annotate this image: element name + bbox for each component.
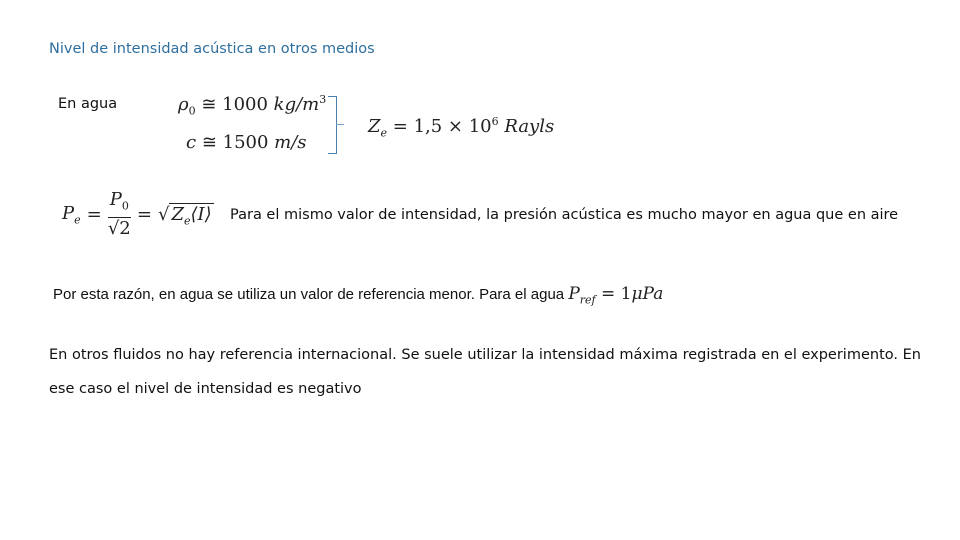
slide-title: Nivel de intensidad acústica en otros medios bbox=[49, 41, 375, 57]
pressure-equation: $P_e$ = $\frac{P_0}{√2}$ = √ $Z_e⟨I⟩$ bbox=[62, 189, 212, 239]
other-fluids-paragraph-line2: ese caso el nivel de intensidad es negativo bbox=[49, 381, 362, 397]
reference-equation: $P_{ref} = 1\mu Pa$ bbox=[568, 284, 664, 307]
water-label: En agua bbox=[58, 96, 118, 112]
bracket-connector bbox=[336, 124, 344, 125]
grouping-bracket bbox=[328, 96, 337, 154]
reference-text: Por esta razón, en agua se utiliza un valor de referencia menor. Para el agua bbox=[53, 286, 565, 303]
reference-paragraph bbox=[53, 284, 663, 306]
density-equation: $\rho_0$ ≅ 1000 $kg/m^3$ bbox=[178, 93, 327, 118]
sound-speed-equation: c ≅ 1500 m/s bbox=[186, 132, 307, 153]
other-fluids-paragraph-line1: En otros fluidos no hay referencia internacional. Se suele utilizar la intensidad máxima registrada en el experimento. En bbox=[49, 347, 921, 363]
same-intensity-paragraph: Para el mismo valor de intensidad, la presión acústica es mucho mayor en agua que en aire bbox=[230, 207, 899, 223]
impedance-equation: $Z_e = 1,5 \times 10^6$ Rayls bbox=[368, 115, 555, 140]
